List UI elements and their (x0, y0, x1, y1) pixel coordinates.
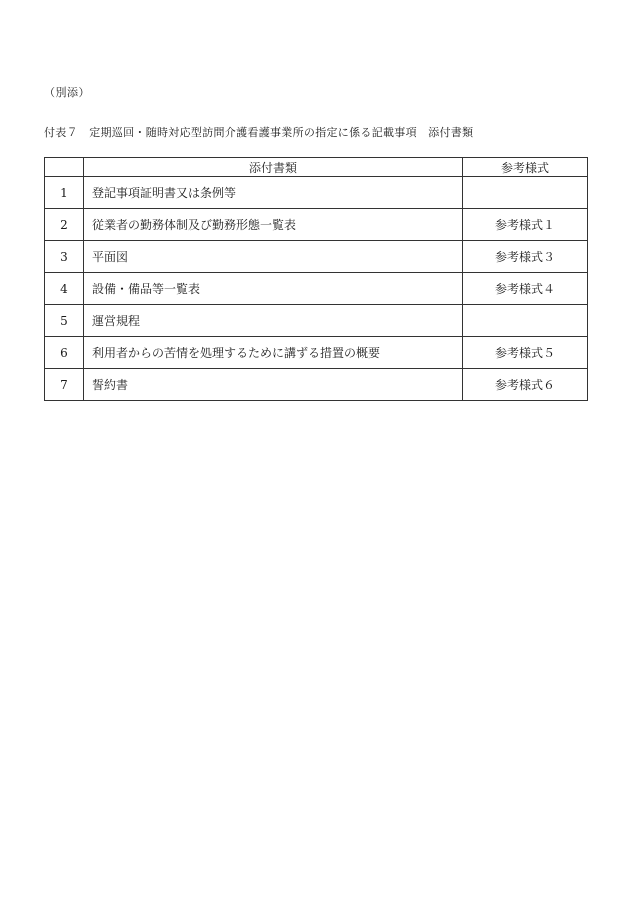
table-row (45, 177, 588, 209)
row-number: 2 (45, 209, 84, 241)
row-reference: 参考様式５ (463, 337, 588, 369)
header-reference: 参考様式 (463, 158, 588, 177)
row-number: 4 (45, 273, 84, 305)
document-heading: 付表７ 定期巡回・随時対応型訪問介護看護事業所の指定に係る記載事項 添付書類 (44, 126, 474, 139)
header-document: 添付書類 (84, 158, 463, 177)
row-number: 3 (45, 241, 84, 273)
row-reference: 参考様式６ (463, 369, 588, 401)
row-document: 誓約書 (84, 369, 463, 401)
row-number: 1 (45, 177, 84, 209)
row-document: 設備・備品等一覧表 (84, 273, 463, 305)
row-document: 従業者の勤務体制及び勤務形態一覧表 (84, 209, 463, 241)
row-document: 平面図 (84, 241, 463, 273)
row-document: 登記事項証明書又は条例等 (84, 177, 463, 209)
table-header-row (45, 158, 588, 177)
row-number: 5 (45, 305, 84, 337)
row-reference: 参考様式４ (463, 273, 588, 305)
row-reference (463, 305, 588, 337)
table-row (45, 305, 588, 337)
attachment-table (44, 157, 588, 401)
header-number (45, 158, 84, 177)
row-document: 運営規程 (84, 305, 463, 337)
table-row (45, 273, 588, 305)
row-reference: 参考様式３ (463, 241, 588, 273)
row-reference: 参考様式１ (463, 209, 588, 241)
table-row (45, 369, 588, 401)
table-row (45, 241, 588, 273)
row-number: 7 (45, 369, 84, 401)
row-reference (463, 177, 588, 209)
attachment-note: （別添） (44, 86, 90, 99)
row-number: 6 (45, 337, 84, 369)
row-document: 利用者からの苦情を処理するために講ずる措置の概要 (84, 337, 463, 369)
table-row (45, 337, 588, 369)
table-row (45, 209, 588, 241)
